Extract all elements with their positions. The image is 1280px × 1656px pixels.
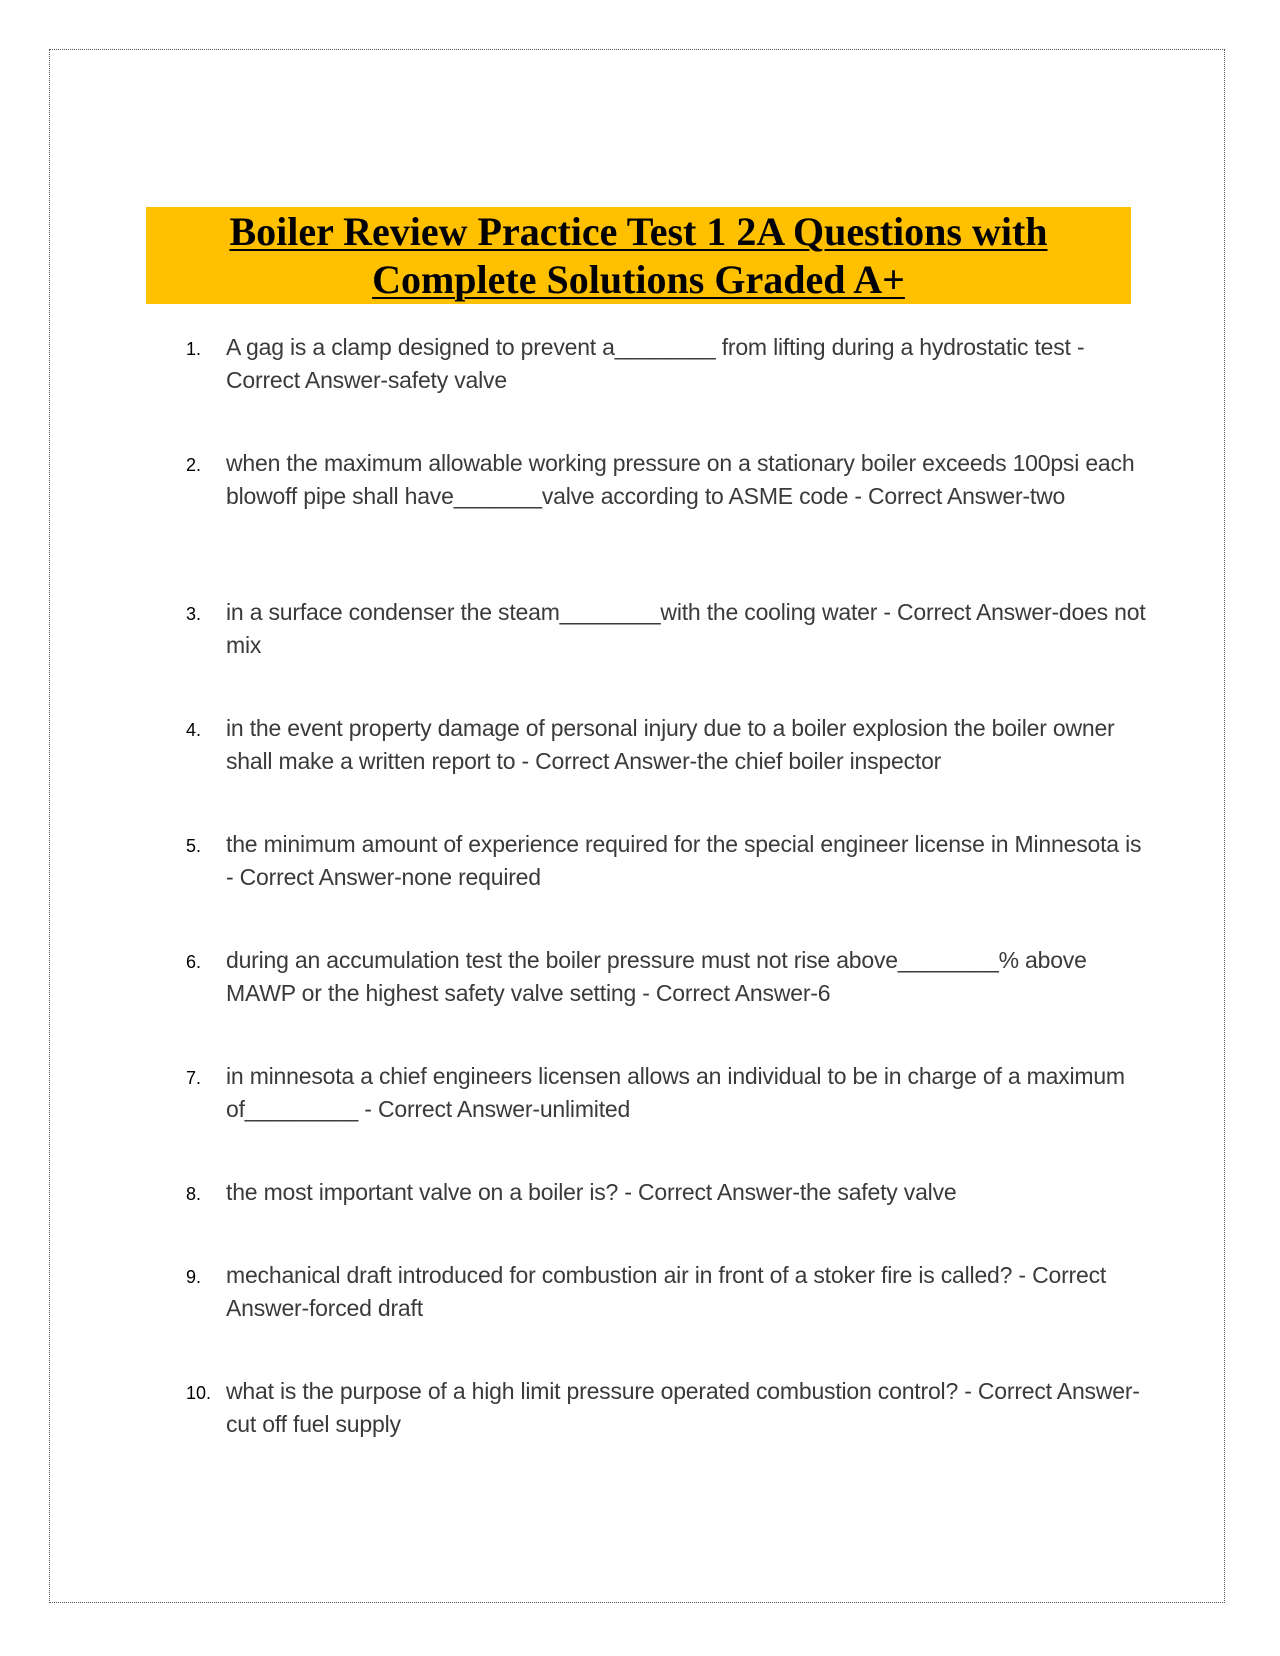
question-number: 6. (186, 952, 202, 972)
question-number: 3. (186, 604, 202, 624)
question-number: 7. (186, 1068, 202, 1088)
question-text: A gag is a clamp designed to prevent a________ from lifting during a hydrostatic test - Correct Answer-safety valve (226, 334, 1085, 393)
question-number: 5. (186, 836, 202, 856)
question-item-2 (186, 447, 1146, 513)
question-number: 8. (186, 1184, 202, 1204)
question-text: in minnesota a chief engineers licensen allows an individual to be in charge of a maximum of_________ - Correct Answer-unlimited (226, 1063, 1125, 1122)
question-item-10 (186, 1375, 1146, 1441)
question-item-5 (186, 828, 1146, 894)
question-text: in the event property damage of personal injury due to a boiler explosion the boiler owner shall make a written report to - Correct Answer-the chief boiler inspector (226, 715, 1115, 774)
question-item-1 (186, 331, 1146, 397)
question-text: the minimum amount of experience required for the special engineer license in Minnesota is - Correct Answer-none required (226, 831, 1142, 890)
question-item-9 (186, 1259, 1146, 1325)
question-item-4 (186, 712, 1146, 778)
question-text: what is the purpose of a high limit pressure operated combustion control? - Correct Answer-cut off fuel supply (226, 1378, 1140, 1437)
title-banner (146, 207, 1131, 304)
question-item-7 (186, 1060, 1146, 1126)
question-number: 9. (186, 1267, 202, 1287)
question-text: the most important valve on a boiler is? - Correct Answer-the safety valve (226, 1179, 957, 1205)
question-number: 10. (186, 1383, 212, 1403)
question-text: in a surface condenser the steam________with the cooling water - Correct Answer-does not mix (226, 599, 1146, 658)
question-number: 2. (186, 455, 202, 475)
document-title: Boiler Review Practice Test 1 2A Questions with Complete Solutions Graded A+ (229, 208, 1048, 302)
question-text: mechanical draft introduced for combustion air in front of a stoker fire is called? - Correct Answer-forced draft (226, 1262, 1107, 1321)
question-text: during an accumulation test the boiler pressure must not rise above________% above MAWP or the highest safety valve setting - Correct Answer-6 (226, 947, 1087, 1006)
question-number: 4. (186, 720, 202, 740)
question-item-8 (186, 1176, 1146, 1211)
question-item-6 (186, 944, 1146, 1010)
question-text: when the maximum allowable working pressure on a stationary boiler exceeds 100psi each blowoff pipe shall have_______valve according to ASME code - Correct Answer-two (226, 450, 1135, 509)
question-item-3 (186, 596, 1146, 662)
question-number: 1. (186, 339, 202, 359)
